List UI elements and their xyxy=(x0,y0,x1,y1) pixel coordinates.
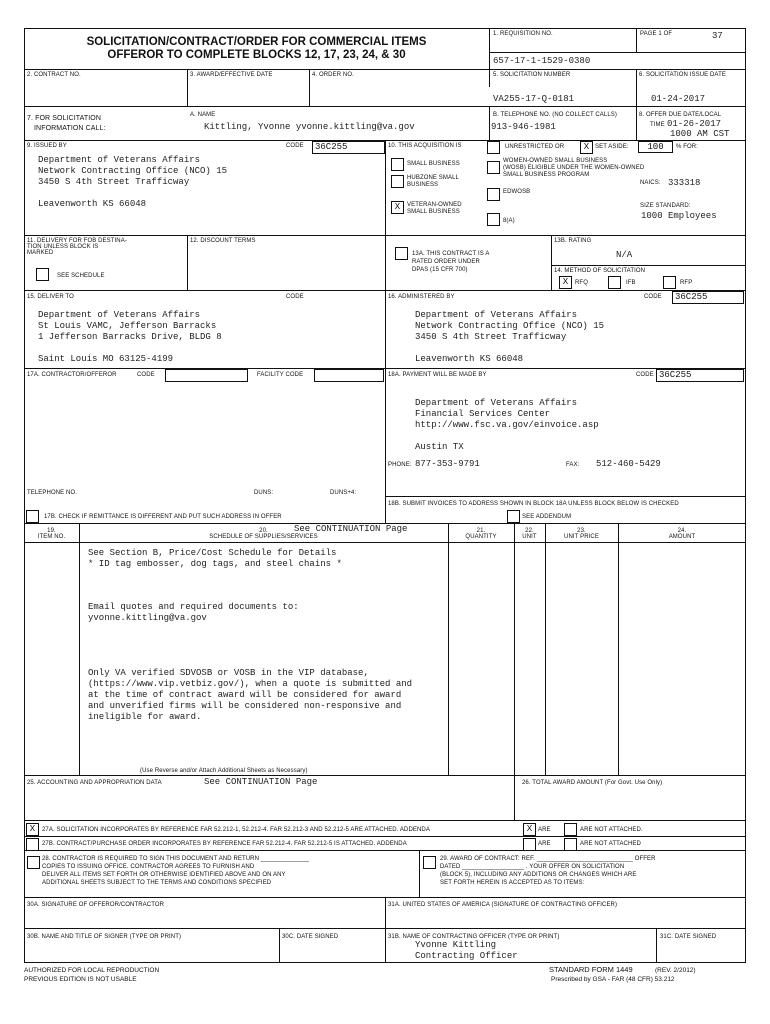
amount-header: 24. AMOUNT xyxy=(668,528,696,540)
far-27a-label: 27A. SOLICITATION INCORPORATES BY REFERENCE FAR 52.212-1, 52.212-4. FAR 52.212-3 AND 52.212-5 ARE ATTACHED. ADDENDA xyxy=(42,827,430,833)
far-27b-checkbox[interactable] xyxy=(26,838,39,851)
far-27a-checkbox[interactable]: X xyxy=(26,823,39,836)
item-no-header: 19. ITEM NO. xyxy=(37,528,66,540)
set-aside-label: SET ASIDE: xyxy=(595,144,629,150)
addenda-are-not-checkbox[interactable] xyxy=(564,823,577,836)
offer-due-time[interactable]: 1000 AM CST xyxy=(670,129,730,139)
edwosb-label: EDWOSB xyxy=(503,189,531,195)
order-no-label: 4. ORDER NO. xyxy=(312,72,354,78)
unit-header: 22. UNIT xyxy=(522,528,537,540)
see-addendum-label: SEE ADDENDUM xyxy=(522,514,572,520)
payment-phone[interactable]: 877-353-9791 xyxy=(415,459,480,469)
contractor-sign-text: 28. CONTRACTOR IS REQUIRED TO SIGN THIS DOCUMENT AND RETURN ______________ COPIES TO ISSUING OFFICE. CONTRACTOR AGREES TO FURNISH AND DELIVER ALL ITEMS SET FORTH OR OTHERWISE IDENTIFIED ABOVE AND ON ANY ADDITIONAL SHEETS SUBJECT TO THE TERMS AND CONDITIONS SPECIFIED xyxy=(42,856,309,886)
unrestricted-checkbox[interactable] xyxy=(487,141,500,154)
telephone-label: B. TELEPHONE NO. (NO COLLECT CALLS) xyxy=(493,112,617,118)
solicitation-number[interactable]: VA255-17-Q-0181 xyxy=(493,94,575,104)
rfq-label: RFQ xyxy=(575,280,588,286)
naics-label: NAICS: xyxy=(640,180,661,186)
addenda-are-not-label: ARE NOT ATTACHED. xyxy=(580,827,643,833)
facility-code-field[interactable] xyxy=(314,369,384,382)
schedule-continuation: See CONTINUATION Page xyxy=(294,524,408,534)
unit-price-header: 23. UNIT PRICE xyxy=(564,528,599,540)
payment-phone-label: PHONE: xyxy=(388,462,412,468)
size-standard-label: SIZE STANDARD: xyxy=(640,203,691,209)
hubzone-label: HUBZONE SMALL BUSINESS xyxy=(407,175,459,188)
deliver-to-address: Department of Veterans Affairs St Louis VAMC, Jefferson Barracks 1 Jefferson Barracks Drive, BLDG 8 Saint Louis MO 63125-4199 xyxy=(38,310,222,364)
dpas-rated-checkbox[interactable] xyxy=(395,247,408,260)
8a-checkbox[interactable] xyxy=(487,213,500,226)
page-total: 37 xyxy=(712,31,723,41)
page-label: PAGE 1 OF xyxy=(640,31,673,37)
contractor-code-label: CODE xyxy=(137,372,155,378)
total-award-label: 26. TOTAL AWARD AMOUNT (For Govt. Use Only) xyxy=(522,780,663,786)
submit-invoices-label: 18B. SUBMIT INVOICES TO ADDRESS SHOWN IN BLOCK 18A UNLESS BLOCK BELOW IS CHECKED xyxy=(388,501,679,507)
duns-label: DUNS: xyxy=(254,490,274,496)
addenda-are-checkbox[interactable]: X xyxy=(523,823,536,836)
form-left-border xyxy=(24,28,25,963)
rfq-checkbox[interactable]: X xyxy=(559,276,572,289)
see-schedule-checkbox[interactable] xyxy=(36,268,49,281)
see-schedule-label: SEE SCHEDULE xyxy=(57,273,105,279)
contractor-sign-checkbox[interactable] xyxy=(27,856,40,869)
payment-fax[interactable]: 512-460-5429 xyxy=(596,459,661,469)
award-date-label: 3. AWARD/EFFECTIVE DATE xyxy=(190,72,273,78)
solicitation-issue-date[interactable]: 01-24-2017 xyxy=(651,94,706,104)
offeror-signature-label: 30A. SIGNATURE OF OFFEROR/CONTRACTOR xyxy=(27,902,165,908)
naics-code[interactable]: 333318 xyxy=(668,178,701,188)
schedule-email-instructions: Email quotes and required documents to: yvonne.kittling@va.gov xyxy=(88,602,299,623)
discount-terms-label: 12. DISCOUNT TERMS xyxy=(190,238,256,244)
quantity-header: 21. QUANTITY xyxy=(465,528,497,540)
dpas-rated-label: 13A. THIS CONTRACT IS A RATED ORDER UNDER DPAS (15 CFR 700) xyxy=(412,251,490,273)
issued-by-code[interactable]: 36C255 xyxy=(312,141,385,154)
ifb-label: IFB xyxy=(626,280,636,286)
8a-label: 8(A) xyxy=(503,218,515,224)
co-name-label: 31B. NAME OF CONTRACTING OFFICER (TYPE OR PRINT) xyxy=(388,934,560,940)
solicitation-number-label: 5. SOLICITATION NUMBER xyxy=(493,72,571,78)
payment-fax-label: FAX: xyxy=(566,462,580,468)
size-standard[interactable]: 1000 Employees xyxy=(641,211,717,221)
addenda-27b-are-not-label: ARE NOT ATTACHED xyxy=(580,841,641,847)
small-business-label: SMALL BUSINESS xyxy=(407,161,460,167)
payment-code-label: CODE xyxy=(636,372,654,378)
method-label: 14. METHOD OF SOLICITATION xyxy=(554,268,646,274)
payment-address: Department of Veterans Affairs Financial Services Center http://www.fsc.va.gov/einvoice.asp Austin TX xyxy=(415,398,599,452)
rating-value[interactable]: N/A xyxy=(616,250,633,260)
award-of-contract-text: 29. AWARD OF CONTRACT: REF. ____________________________ OFFER DATED __________________ . YOUR OFFER ON SOLICITATION (BLOCK 5), INCLUDING ANY ADDITIONS OR CHANGES WHICH ARE SET FORTH HEREIN IS ACCEPTED AS TO ITEMS: xyxy=(440,856,656,886)
offeror-date-label: 30C. DATE SIGNED xyxy=(282,934,339,940)
information-call-label-2: INFORMATION CALL: xyxy=(34,125,106,132)
payment-by-label: 18A. PAYMENT WILL BE MADE BY xyxy=(388,372,487,378)
facility-code-label: FACILITY CODE xyxy=(257,372,304,378)
footer-prescribed-by: Prescribed by GSA - FAR (48 CFR) 53.212 xyxy=(551,976,675,983)
requisition-number[interactable]: 657-17-1-1529-0380 xyxy=(493,56,591,66)
schedule-header: 20. SCHEDULE OF SUPPLIES/SERVICES xyxy=(209,528,318,540)
percent-for-label: % FOR: xyxy=(676,144,698,150)
contract-no-label: 2. CONTRACT NO. xyxy=(27,72,81,78)
co-date-label: 31C. DATE SIGNED xyxy=(660,934,717,940)
contact-name-label: A. NAME xyxy=(190,112,216,118)
administered-by-code-label: CODE xyxy=(644,294,662,300)
contractor-telephone-label: TELEPHONE NO. xyxy=(27,490,77,496)
schedule-eligibility-note: Only VA verified SDVOSB or VOSB in the VIP database, (https://www.vip.vetbiz.gov/), when a quote is submitted and at the time of contract award will be considered for award and unverified firms will be considered non-responsive and ineligible for award. xyxy=(88,668,413,722)
schedule-details: See Section B, Price/Cost Schedule for Details * ID tag embosser, dog tags, and steel chains * xyxy=(88,548,342,569)
footer-revision: (REV. 2/2012) xyxy=(655,967,696,974)
requisition-label: 1. REQUISITION NO. xyxy=(493,31,553,37)
offer-due-time-label: TIME xyxy=(650,122,665,128)
accounting-label: 25. ACCOUNTING AND APPROPRIATION DATA xyxy=(27,780,162,786)
duns4-label: DUNS+4: xyxy=(330,490,357,496)
edwosb-checkbox[interactable] xyxy=(487,188,500,201)
wosb-checkbox[interactable] xyxy=(487,161,500,174)
rating-label: 13B. RATING xyxy=(554,238,592,244)
addenda-27b-are-label: ARE xyxy=(538,841,551,847)
contracting-officer-name: Yvonne Kittling Contracting Officer xyxy=(415,940,518,961)
remittance-label: 17B. CHECK IF REMITTANCE IS DIFFERENT AND PUT SUCH ADDRESS IN OFFER xyxy=(44,514,282,520)
addenda-27b-are-checkbox[interactable] xyxy=(523,838,536,851)
small-business-checkbox[interactable] xyxy=(391,158,404,171)
issued-by-code-label: CODE xyxy=(286,143,304,149)
administered-by-label: 16. ADMINISTERED BY xyxy=(388,294,455,300)
form-subtitle: OFFEROR TO COMPLETE BLOCKS 12, 17, 23, 24, & 30 xyxy=(107,49,406,61)
unrestricted-label: UNRESTRICTED OR xyxy=(505,144,565,150)
issued-by-label: 9. ISSUED BY xyxy=(27,143,67,149)
acquisition-label: 10. THIS ACQUISITION IS xyxy=(388,143,462,149)
accounting-value: See CONTINUATION Page xyxy=(204,777,318,787)
contractor-code-field[interactable] xyxy=(165,369,248,382)
issued-by-address: Department of Veterans Affairs Network Contracting Office (NCO) 15 3450 S 4th Street Trafficway Leavenworth KS 66048 xyxy=(38,155,228,209)
co-signature-label: 31A. UNITED STATES OF AMERICA (SIGNATURE OF CONTRACTING OFFICER) xyxy=(388,902,618,908)
offer-due-label: 8. OFFER DUE DATE/LOCAL xyxy=(639,112,722,118)
payment-code[interactable]: 36C255 xyxy=(656,369,744,382)
hubzone-checkbox[interactable] xyxy=(391,175,404,188)
telephone-number[interactable]: 913-946-1981 xyxy=(491,122,556,132)
footer-form-number: STANDARD FORM 1449 xyxy=(549,965,633,974)
addenda-are-label: ARE xyxy=(538,827,551,833)
see-addendum-checkbox[interactable] xyxy=(507,510,520,523)
deliver-to-code-label: CODE xyxy=(286,294,304,300)
award-of-contract-checkbox[interactable] xyxy=(423,856,436,869)
veteran-owned-label: VETERAN-OWNED SMALL BUSINESS xyxy=(407,202,462,215)
deliver-to-label: 15. DELIVER TO xyxy=(27,294,74,300)
form-top-border xyxy=(24,28,746,29)
information-call-label-1: 7. FOR SOLICITATION xyxy=(27,115,101,122)
offer-due-date[interactable]: 01-26-2017 xyxy=(667,119,722,129)
addenda-27b-are-not-checkbox[interactable] xyxy=(564,838,577,851)
remittance-checkbox[interactable] xyxy=(26,510,39,523)
form-title: SOLICITATION/CONTRACT/ORDER FOR COMMERCIAL ITEMS xyxy=(86,36,427,48)
veteran-owned-checkbox[interactable]: X xyxy=(391,201,404,214)
administered-by-address: Department of Veterans Affairs Network Contracting Office (NCO) 15 3450 S 4th Street Trafficway Leavenworth KS 66048 xyxy=(415,310,605,364)
delivery-fob-label: 11. DELIVERY FOR FOB DESTINA- TION UNLESS BLOCK IS MARKED xyxy=(27,238,127,256)
contact-name[interactable]: Kittling, Yvonne yvonne.kittling@va.gov xyxy=(204,122,415,132)
sf1449-form xyxy=(24,28,746,993)
footer-reproduction: AUTHORIZED FOR LOCAL REPRODUCTION xyxy=(24,967,160,974)
signer-name-label: 30B. NAME AND TITLE OF SIGNER (TYPE OR PRINT) xyxy=(27,934,182,940)
contractor-label: 17A. CONTRACTOR/OFFEROR xyxy=(27,372,117,378)
reverse-sheet-note: (Use Reverse and/or Attach Additional Sheets as Necessary) xyxy=(140,768,308,774)
far-27b-label: 27B. CONTRACT/PURCHASE ORDER INCORPORATES BY REFERENCE FAR 52.212-4. FAR 52.212-5 IS ATTACHED. ADDENDA xyxy=(42,841,407,847)
rfp-checkbox[interactable] xyxy=(663,276,676,289)
set-aside-percent[interactable]: 100 xyxy=(638,141,673,153)
administered-by-code[interactable]: 36C255 xyxy=(672,291,744,304)
ifb-checkbox[interactable] xyxy=(608,276,621,289)
footer-previous-edition: PREVIOUS EDITION IS NOT USABLE xyxy=(24,976,137,983)
rfp-label: RFP xyxy=(680,280,693,286)
solicitation-issue-date-label: 6. SOLICITATION ISSUE DATE xyxy=(639,72,726,78)
set-aside-checkbox[interactable]: X xyxy=(580,141,593,154)
wosb-label: WOMEN-OWNED SMALL BUSINESS (WOSB) ELIGIBLE UNDER THE WOMEN-OWNED SMALL BUSINESS PROGRAM xyxy=(503,158,645,178)
